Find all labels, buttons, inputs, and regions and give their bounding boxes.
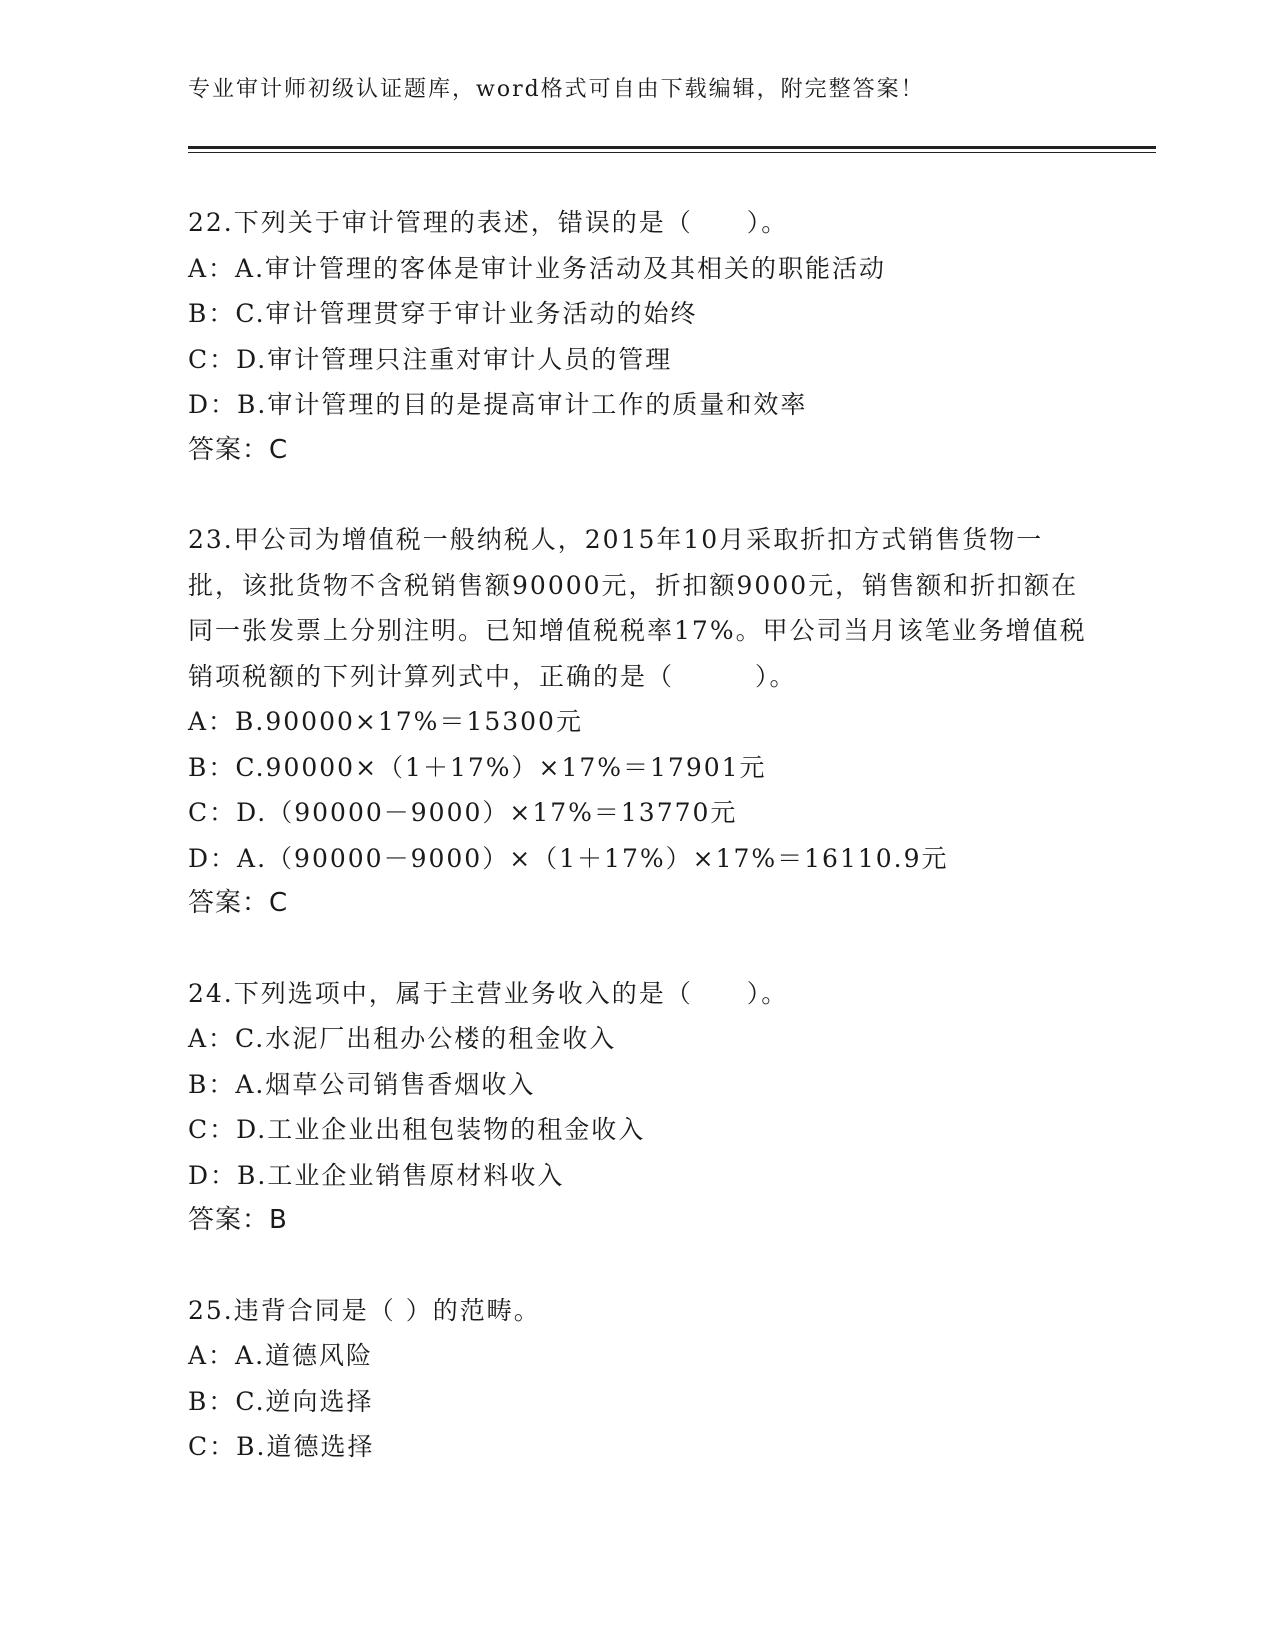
- option-d: D：B.审计管理的目的是提高审计工作的质量和效率: [188, 390, 808, 419]
- header-divider: [188, 146, 1156, 153]
- answer-line: [188, 1198, 1088, 1244]
- question-stem: 24.下列选项中，属于主营业务收入的是（ ）。: [188, 978, 789, 1008]
- question-list: [188, 200, 1088, 1514]
- option-c: C：D.（90000－9000）×17%＝13770元: [188, 798, 738, 827]
- question-stem: 22.下列关于审计管理的表述，错误的是（ ）。: [188, 208, 789, 237]
- option-a: A：A.审计管理的客体是审计业务活动及其相关的职能活动: [188, 253, 887, 283]
- option-d: D：A.（90000－9000）×（1＋17%）×17%＝16110.9元: [188, 843, 949, 873]
- option-b: B：C.90000×（1＋17%）×17%＝17901元: [188, 752, 767, 782]
- question-23: [188, 517, 1088, 927]
- option-c: C：D.工业企业出租包装物的租金收入: [188, 1115, 646, 1144]
- answer-label: 答案：: [188, 434, 270, 465]
- answer-label: 答案：: [188, 888, 270, 918]
- page-header: 专业审计师初级认证题库，word格式可自由下载编辑，附完整答案！: [188, 77, 925, 102]
- answer-label: 答案：: [188, 1205, 270, 1235]
- answer-line: [188, 428, 1088, 474]
- question-22: [188, 200, 1088, 473]
- option-b: B：A.烟草公司销售香烟收入: [188, 1069, 536, 1099]
- option-a: A：C.水泥厂出租办公楼的租金收入: [188, 1024, 617, 1053]
- question-25: [188, 1288, 1088, 1470]
- answer-value: B: [269, 1205, 288, 1235]
- answer-value: C: [269, 434, 289, 465]
- option-c: C：B.道德选择: [188, 1432, 375, 1461]
- option-d: D：B.工业企业销售原材料收入: [188, 1160, 565, 1190]
- answer-value: C: [269, 888, 289, 918]
- question-stem: 25.违背合同是（ ）的范畴。: [188, 1295, 541, 1325]
- option-c: C：D.审计管理只注重对审计人员的管理: [188, 344, 673, 374]
- question-24: [188, 971, 1088, 1244]
- answer-line: [188, 881, 1088, 927]
- option-b: B：C.逆向选择: [188, 1386, 374, 1416]
- option-b: B：C.审计管理贯穿于审计业务活动的始终: [188, 299, 698, 328]
- option-a: A：B.90000×17%＝15300元: [188, 707, 583, 736]
- option-a: A：A.道德风险: [188, 1341, 374, 1370]
- question-stem: 23.甲公司为增值税一般纳税人，2015年10月采取折扣方式销售货物一批，该批货物不含税销售额90000元，折扣额9000元，销售额和折扣额在同一张发票上分别注明。已知增值税税率17%。甲公司当月该笔业务增值税销项税额的下列计算列式中，正确的是（ ）。: [188, 525, 1087, 691]
